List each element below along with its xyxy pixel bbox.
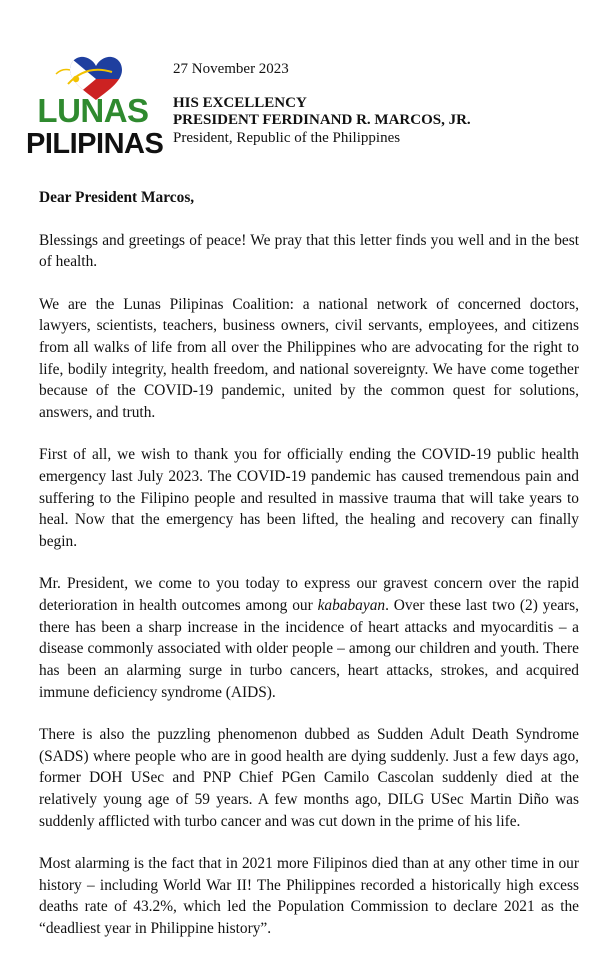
letter-date: 27 November 2023 bbox=[173, 61, 289, 77]
paragraph-coalition: We are the Lunas Pilipinas Coalition: a national network of concerned doctors, lawyers, scientists, teachers, business owners, civil servants, employees, and citizens from all walks of life from all over the Philippines who are advocating for the right to life, bodily integrity, health freedom, and national sovereignty. We have come together because of the COVID-19 pandemic, united by the common quest for solutions, answers, and truth. bbox=[39, 295, 579, 422]
paragraph-concern-start: Mr. President, we come to you today to express our gravest concern over the rapid deterioration in health outcomes among our bbox=[39, 575, 579, 615]
recipient-name: PRESIDENT FERDINAND R. MARCOS, JR. bbox=[173, 112, 471, 128]
letter-body bbox=[39, 187, 579, 960]
letter-header bbox=[173, 61, 471, 147]
paragraph-sads: There is also the puzzling phenomenon dubbed as Sudden Adult Death Syndrome (SADS) where people who are in good health are dying suddenly. Just a few days ago, former DOH USec and PNP Chief PGen Camilo Cascolan suddenly died at the relatively young age of 59 years. A few months ago, DILG USec Martin Diño was suddenly afflicted with turbo cancer and was cut down in the prime of his life. bbox=[39, 726, 579, 830]
logo-line-pilipinas: PILIPINAS bbox=[26, 128, 164, 160]
kababayan-term: kababayan bbox=[317, 597, 386, 615]
logo-line-lunas: LUNAS bbox=[37, 92, 149, 129]
paragraph-concern-end: . Over these last two (2) years, there has been a sharp increase in the incidence of heart attacks and myocarditis – a disease commonly associated with older people – among our children and youth. There has been an alarming surge in turbo cancers, heart attacks, strokes, and acquired immune deficiency syndrome (AIDS). bbox=[39, 597, 580, 701]
paragraph-greeting: Blessings and greetings of peace! We pray that this letter finds you well and in the best of health. bbox=[39, 231, 579, 271]
lunas-pilipinas-logo bbox=[26, 56, 164, 166]
paragraph-excess-deaths: Most alarming is the fact that in 2021 more Filipinos died than at any other time in our history – including World War II! The Philippines recorded a historically high excess deaths rate of 43.2%, which led the Population Commission to declare 2021 as the “deadliest year in Philippine history”. bbox=[39, 855, 579, 938]
recipient-position: President, Republic of the Philippines bbox=[173, 129, 401, 146]
paragraph-concern bbox=[39, 573, 579, 703]
recipient-title: HIS EXCELLENCY bbox=[173, 94, 307, 111]
salutation: Dear President Marcos, bbox=[39, 189, 195, 206]
paragraph-thanks: First of all, we wish to thank you for officially ending the COVID-19 public health emergency last July 2023. The COVID-19 pandemic has caused tremendous pain and suffering to the Filipino people and resulted in massive trauma that will take years to heal. Now that the emergency has been lifted, the healing and recovery can finally begin. bbox=[39, 446, 579, 551]
